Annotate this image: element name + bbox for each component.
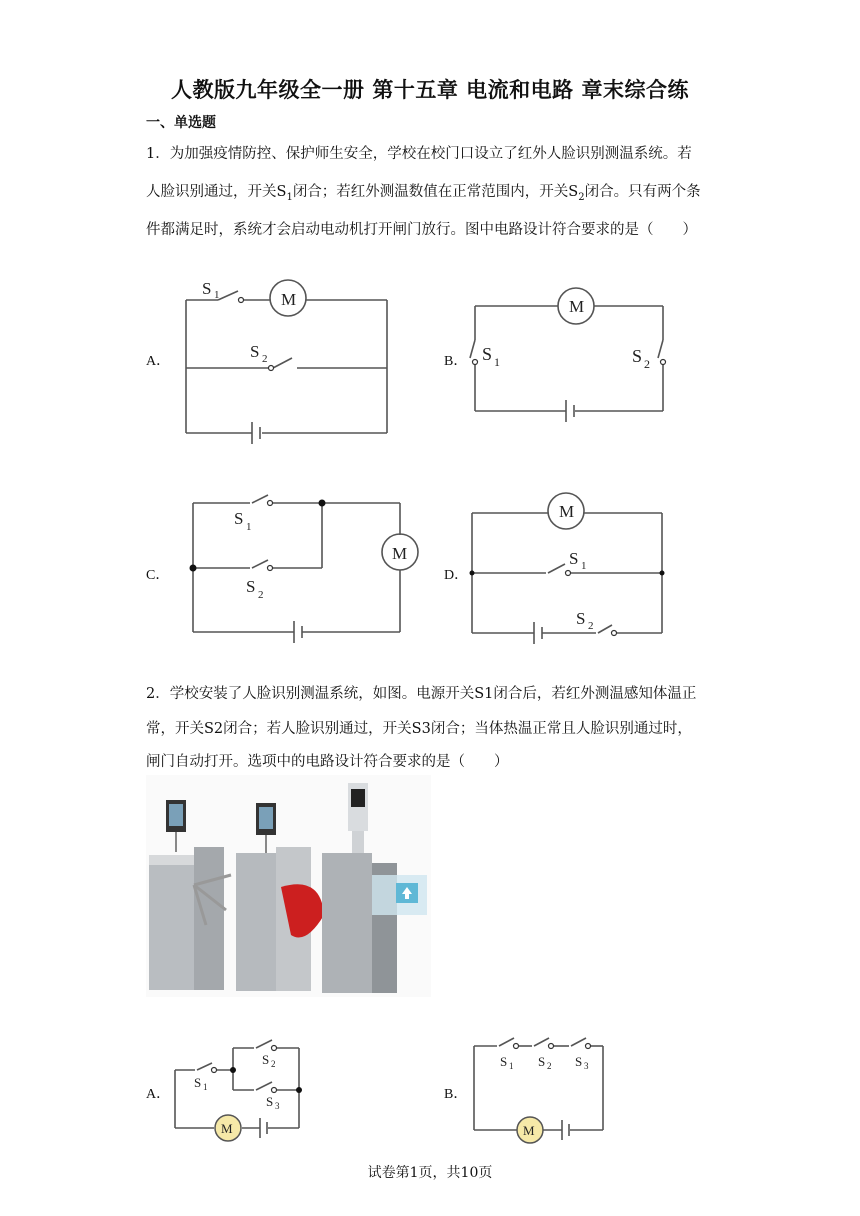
svg-text:S: S [246, 577, 256, 596]
svg-text:S: S [234, 509, 244, 528]
turnstile-photo [146, 775, 431, 997]
q2-option-a-label: A． [146, 1087, 171, 1102]
q1-circuit-c [193, 495, 418, 643]
svg-text:S: S [202, 279, 212, 298]
q2b-motor-label: M [523, 1123, 535, 1138]
svg-text:3: 3 [584, 1061, 589, 1071]
q1a-motor-label: M [281, 290, 297, 309]
svg-text:S: S [194, 1075, 202, 1090]
q2a-motor-label: M [221, 1121, 233, 1136]
svg-text:S: S [482, 344, 493, 364]
q2-line1: 2．学校安装了人脸识别测温系统，如图。电源开关S1闭合后，若红外测温感知体温正 [146, 686, 697, 702]
q1c-motor-label: M [392, 544, 408, 563]
svg-text:1: 1 [494, 355, 500, 369]
q1b-motor-label: M [569, 297, 585, 316]
q1-option-a-label: A． [146, 354, 171, 369]
svg-text:2: 2 [262, 353, 268, 365]
svg-text:2: 2 [588, 620, 594, 632]
q1-option-b-label: B． [444, 354, 468, 369]
svg-text:2: 2 [644, 357, 650, 371]
svg-text:1: 1 [581, 560, 587, 572]
svg-text:S: S [538, 1054, 546, 1069]
svg-text:2: 2 [271, 1059, 276, 1069]
svg-text:1: 1 [214, 289, 220, 301]
q2-option-b-label: B． [444, 1087, 468, 1102]
svg-text:2: 2 [258, 589, 264, 601]
svg-text:S: S [250, 342, 260, 361]
q2-line2: 常，开关S2闭合；若人脸识别通过，开关S3闭合；当体热温正常且人脸识别通过时， [146, 721, 692, 737]
svg-text:S: S [500, 1054, 508, 1069]
svg-text:S: S [576, 609, 586, 628]
svg-text:3: 3 [275, 1101, 280, 1111]
q1-option-d-label: D． [444, 568, 469, 583]
q1-line1: 1．为加强疫情防控、保护师生安全，学校在校门口设立了红外人脸识别测温系统。若 [146, 146, 692, 162]
page-title: 人教版九年级全一册 第十五章 电流和电路 章末综合练 [171, 78, 689, 102]
svg-text:S: S [632, 346, 643, 366]
svg-text:S: S [569, 549, 579, 568]
q1-line3: 件都满足时，系统才会启动电动机打开闸门放行。图中电路设计符合要求的是（ ） [146, 222, 697, 238]
q1-line2: 人脸识别通过，开关$S_1$闭合；若红外测温数值在正常范围内，开关$S_2$闭合。只有两个条 [146, 184, 701, 203]
section-heading: 一、单选题 [146, 115, 216, 131]
q1d-motor-label: M [559, 502, 575, 521]
q2-line3: 闸门自动打开。选项中的电路设计符合要求的是（ ） [146, 754, 509, 770]
page-footer: 试卷第1页，共10页 [367, 1165, 493, 1181]
svg-text:1: 1 [203, 1082, 208, 1092]
svg-text:1: 1 [509, 1061, 514, 1071]
svg-text:1: 1 [246, 521, 252, 533]
svg-text:S: S [575, 1054, 583, 1069]
svg-text:S: S [266, 1094, 274, 1109]
svg-text:2: 2 [547, 1061, 552, 1071]
q1-option-c-label: C． [146, 568, 170, 583]
svg-text:S: S [262, 1052, 270, 1067]
